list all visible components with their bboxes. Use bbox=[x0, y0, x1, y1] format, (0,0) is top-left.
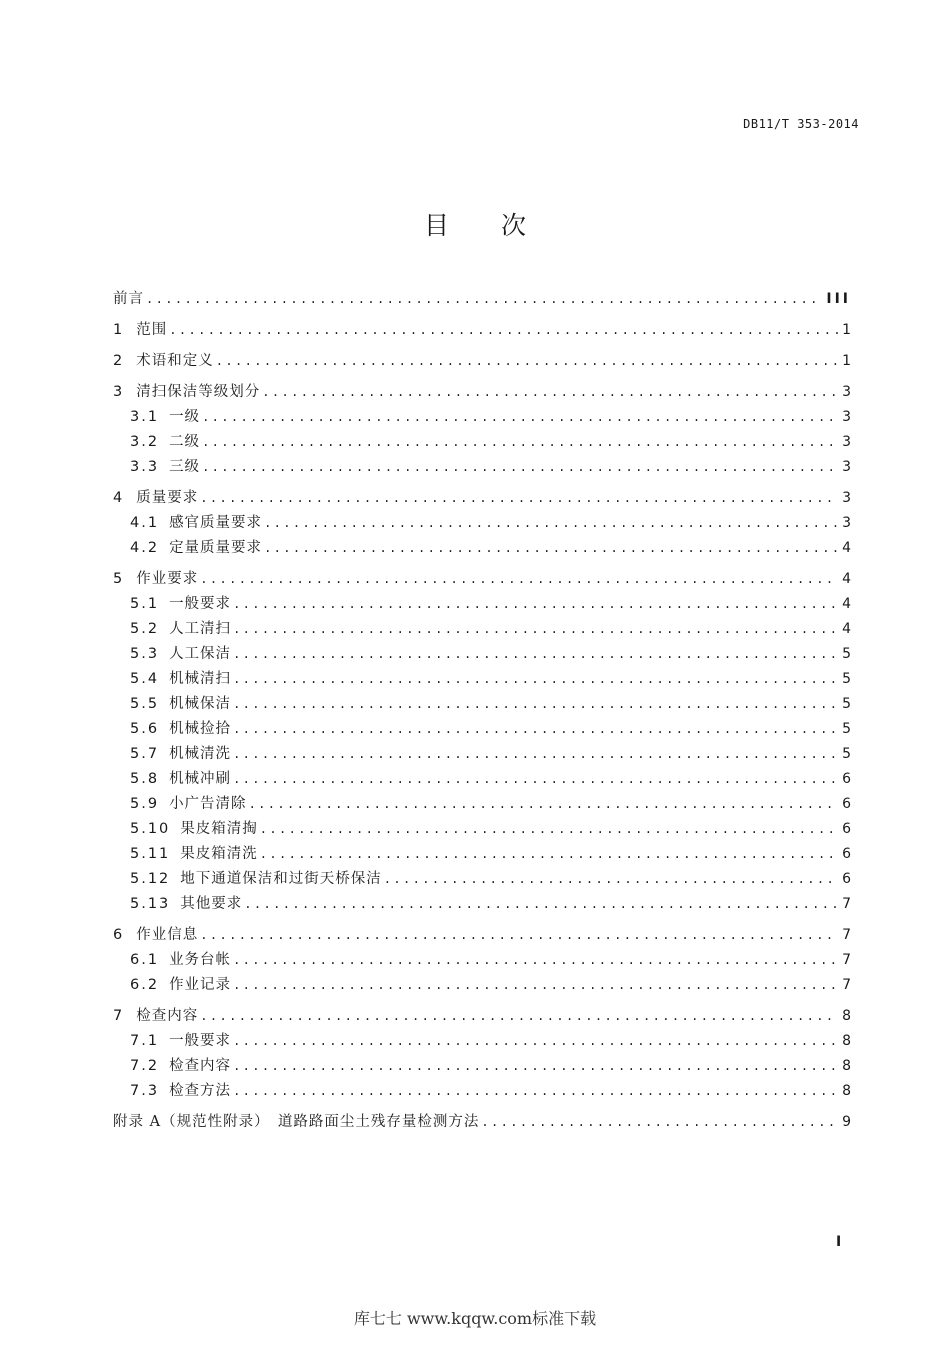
toc-dot-leader bbox=[233, 672, 838, 686]
toc-entry-number: 5.3 bbox=[130, 646, 160, 662]
toc-entry[interactable] bbox=[113, 923, 851, 948]
toc-dot-leader bbox=[249, 797, 839, 811]
toc-entry-page: 4 bbox=[842, 540, 851, 556]
toc-entry-page: 6 bbox=[842, 771, 851, 787]
toc-entry-title: 一般要求 bbox=[169, 1033, 232, 1049]
toc-entry-page: 7 bbox=[842, 927, 851, 943]
toc-entry-title: 地下通道保洁和过街天桥保洁 bbox=[180, 871, 382, 887]
toc-entry-number: 6 bbox=[113, 927, 125, 943]
toc-entry[interactable] bbox=[113, 692, 851, 717]
toc-entry-title: 机械清洗 bbox=[169, 746, 232, 762]
toc-entry[interactable] bbox=[113, 536, 851, 561]
toc-entry-number: 1 bbox=[113, 322, 125, 338]
toc-entry-page: 3 bbox=[842, 409, 851, 425]
toc-dot-leader bbox=[233, 747, 838, 761]
toc-entry-number: 5.10 bbox=[130, 821, 171, 837]
page-title: 目 次 bbox=[424, 211, 548, 240]
toc-entry-title: 作业信息 bbox=[136, 927, 199, 943]
toc-entry-page: 3 bbox=[842, 490, 851, 506]
watermark-text: 库七七 www.kqqw.com标准下载 bbox=[353, 1309, 597, 1328]
toc-entry[interactable] bbox=[113, 592, 851, 617]
toc-dot-leader bbox=[244, 897, 838, 911]
toc-entry-number: 5.1 bbox=[130, 596, 160, 612]
toc-dot-leader bbox=[260, 847, 838, 861]
toc-dot-leader bbox=[202, 435, 838, 449]
toc-entry-number: 6.1 bbox=[130, 952, 160, 968]
page-number: I bbox=[836, 1234, 842, 1250]
toc-entry-page: 1 bbox=[842, 353, 851, 369]
toc-entry-page: 5 bbox=[842, 746, 851, 762]
toc-entry-page: 3 bbox=[842, 384, 851, 400]
toc-entry-number: 3.1 bbox=[130, 409, 160, 425]
toc-entry-page: III bbox=[826, 291, 851, 307]
toc-entry-title: 机械冲刷 bbox=[169, 771, 232, 787]
toc-entry-title: 检查内容 bbox=[169, 1058, 232, 1074]
toc-entry-number: 2 bbox=[113, 353, 125, 369]
toc-entry-title: 作业要求 bbox=[136, 571, 199, 587]
toc-entry-page: 8 bbox=[842, 1083, 851, 1099]
toc-entry-page: 8 bbox=[842, 1058, 851, 1074]
toc-entry[interactable] bbox=[113, 511, 851, 536]
toc-entry-page: 9 bbox=[842, 1114, 851, 1130]
toc-entry-page: 5 bbox=[842, 696, 851, 712]
toc-entry-title: 定量质量要求 bbox=[169, 540, 263, 556]
toc-dot-leader bbox=[202, 410, 838, 424]
toc-entry[interactable] bbox=[113, 742, 851, 767]
toc-entry-page: 4 bbox=[842, 596, 851, 612]
toc-entry[interactable] bbox=[113, 1110, 851, 1135]
toc-entry-page: 4 bbox=[842, 621, 851, 637]
toc-entry-number: 3.3 bbox=[130, 459, 160, 475]
toc-dot-leader bbox=[233, 1059, 838, 1073]
toc-entry-number: 3 bbox=[113, 384, 125, 400]
toc-entry-number: 5.2 bbox=[130, 621, 160, 637]
toc-entry-title: 二级 bbox=[169, 434, 201, 450]
toc-entry-title: 机械清扫 bbox=[169, 671, 232, 687]
toc-entry-title: 作业记录 bbox=[169, 977, 232, 993]
toc-entry-page: 5 bbox=[842, 671, 851, 687]
toc-dot-leader bbox=[202, 460, 838, 474]
toc-entry[interactable] bbox=[113, 892, 851, 917]
toc-entry[interactable] bbox=[113, 349, 851, 374]
toc-entry-number: 4.2 bbox=[130, 540, 160, 556]
toc-entry[interactable] bbox=[113, 567, 851, 592]
toc-entry[interactable] bbox=[113, 767, 851, 792]
toc-dot-leader bbox=[481, 1115, 838, 1129]
toc-entry-page: 7 bbox=[842, 977, 851, 993]
toc-entry[interactable] bbox=[113, 617, 851, 642]
toc-dot-leader bbox=[216, 354, 838, 368]
toc-entry-page: 6 bbox=[842, 871, 851, 887]
toc-entry-number: 5.13 bbox=[130, 896, 171, 912]
toc-dot-leader bbox=[233, 978, 838, 992]
toc-entry-page: 3 bbox=[842, 515, 851, 531]
toc-entry-page: 8 bbox=[842, 1033, 851, 1049]
toc-dot-leader bbox=[264, 516, 838, 530]
toc-entry-page: 3 bbox=[842, 434, 851, 450]
toc-dot-leader bbox=[200, 928, 838, 942]
toc-entry-title: 质量要求 bbox=[136, 490, 199, 506]
toc-entry[interactable] bbox=[113, 948, 851, 973]
toc-entry[interactable] bbox=[113, 287, 851, 312]
toc-entry[interactable] bbox=[113, 867, 851, 892]
toc-entry-number: 5.9 bbox=[130, 796, 160, 812]
toc-entry-title: 三级 bbox=[169, 459, 201, 475]
document-code: DB11/T 353-2014 bbox=[743, 117, 859, 131]
toc-dot-leader bbox=[200, 491, 838, 505]
toc-dot-leader bbox=[233, 772, 838, 786]
toc-entry-title: 人工保洁 bbox=[169, 646, 232, 662]
toc-entry[interactable] bbox=[113, 455, 851, 480]
toc-dot-leader bbox=[169, 323, 838, 337]
toc-entry[interactable] bbox=[113, 405, 851, 430]
toc-entry[interactable] bbox=[113, 667, 851, 692]
toc-entry-title: 机械捡拾 bbox=[169, 721, 232, 737]
toc-entry-title: 前言 bbox=[113, 291, 144, 307]
toc-entry-number: 4.1 bbox=[130, 515, 160, 531]
toc-entry-number: 5.7 bbox=[130, 746, 160, 762]
toc-entry[interactable] bbox=[113, 1029, 851, 1054]
toc-entry-page: 7 bbox=[842, 896, 851, 912]
toc-dot-leader bbox=[260, 822, 838, 836]
toc-dot-leader bbox=[146, 292, 822, 306]
toc-entry[interactable] bbox=[113, 1079, 851, 1104]
toc-entry-title: 小广告清除 bbox=[169, 796, 247, 812]
toc-entry-title: 检查内容 bbox=[136, 1008, 199, 1024]
toc-entry-title: 附录 A（规范性附录） 道路路面尘土残存量检测方法 bbox=[113, 1114, 480, 1130]
toc-entry[interactable] bbox=[113, 318, 851, 343]
toc-entry-page: 7 bbox=[842, 952, 851, 968]
toc-entry-page: 6 bbox=[842, 796, 851, 812]
toc-dot-leader bbox=[233, 722, 838, 736]
toc-dot-leader bbox=[264, 541, 838, 555]
toc-dot-leader bbox=[200, 1009, 838, 1023]
toc-entry-page: 4 bbox=[842, 571, 851, 587]
toc-dot-leader bbox=[384, 872, 838, 886]
toc-entry-title: 业务台帐 bbox=[169, 952, 232, 968]
toc-entry-page: 3 bbox=[842, 459, 851, 475]
toc-entry[interactable] bbox=[113, 973, 851, 998]
toc-dot-leader bbox=[233, 953, 838, 967]
toc-entry-number: 5.8 bbox=[130, 771, 160, 787]
toc-entry-number: 7.3 bbox=[130, 1083, 160, 1099]
toc-dot-leader bbox=[233, 1084, 838, 1098]
toc-entry-page: 5 bbox=[842, 646, 851, 662]
toc-entry-page: 1 bbox=[842, 322, 851, 338]
toc-entry-title: 其他要求 bbox=[180, 896, 243, 912]
toc-entry-number: 7.2 bbox=[130, 1058, 160, 1074]
toc-entry-page: 6 bbox=[842, 821, 851, 837]
toc-entry[interactable] bbox=[113, 642, 851, 667]
toc-entry-title: 清扫保洁等级划分 bbox=[136, 384, 261, 400]
toc-dot-leader bbox=[233, 647, 838, 661]
toc-entry-number: 3.2 bbox=[130, 434, 160, 450]
toc-entry[interactable] bbox=[113, 792, 851, 817]
toc-entry-number: 5.11 bbox=[130, 846, 171, 862]
toc-entry-page: 5 bbox=[842, 721, 851, 737]
toc-entry-number: 5 bbox=[113, 571, 125, 587]
toc-entry-title: 果皮箱清洗 bbox=[180, 846, 258, 862]
toc-entry-title: 一般要求 bbox=[169, 596, 232, 612]
toc-entry-number: 5.6 bbox=[130, 721, 160, 737]
toc-entry-number: 5.12 bbox=[130, 871, 171, 887]
toc-dot-leader bbox=[200, 572, 838, 586]
toc-entry[interactable] bbox=[113, 1004, 851, 1029]
toc-entry-title: 一级 bbox=[169, 409, 201, 425]
toc-entry-number: 4 bbox=[113, 490, 125, 506]
toc-entry-title: 人工清扫 bbox=[169, 621, 232, 637]
toc-entry[interactable] bbox=[113, 430, 851, 455]
toc-entry-title: 检查方法 bbox=[169, 1083, 232, 1099]
toc-entry-number: 5.5 bbox=[130, 696, 160, 712]
toc-entry[interactable] bbox=[113, 486, 851, 511]
toc-entry[interactable] bbox=[113, 717, 851, 742]
toc-entry-title: 范围 bbox=[136, 322, 168, 338]
toc-entry[interactable] bbox=[113, 817, 851, 842]
toc-entry-number: 7 bbox=[113, 1008, 125, 1024]
toc-entry-title: 术语和定义 bbox=[136, 353, 214, 369]
toc-dot-leader bbox=[233, 697, 838, 711]
toc-entry-number: 5.4 bbox=[130, 671, 160, 687]
toc-entry-page: 6 bbox=[842, 846, 851, 862]
toc-dot-leader bbox=[262, 385, 838, 399]
toc-entry[interactable] bbox=[113, 380, 851, 405]
toc-entry-title: 感官质量要求 bbox=[169, 515, 263, 531]
toc-dot-leader bbox=[233, 1034, 838, 1048]
toc-entry-number: 7.1 bbox=[130, 1033, 160, 1049]
toc-entry-page: 8 bbox=[842, 1008, 851, 1024]
toc-dot-leader bbox=[233, 622, 838, 636]
toc-entry-title: 果皮箱清掏 bbox=[180, 821, 258, 837]
table-of-contents bbox=[113, 287, 851, 1135]
toc-dot-leader bbox=[233, 597, 838, 611]
toc-entry-number: 6.2 bbox=[130, 977, 160, 993]
toc-entry-title: 机械保洁 bbox=[169, 696, 232, 712]
toc-entry[interactable] bbox=[113, 1054, 851, 1079]
toc-entry[interactable] bbox=[113, 842, 851, 867]
